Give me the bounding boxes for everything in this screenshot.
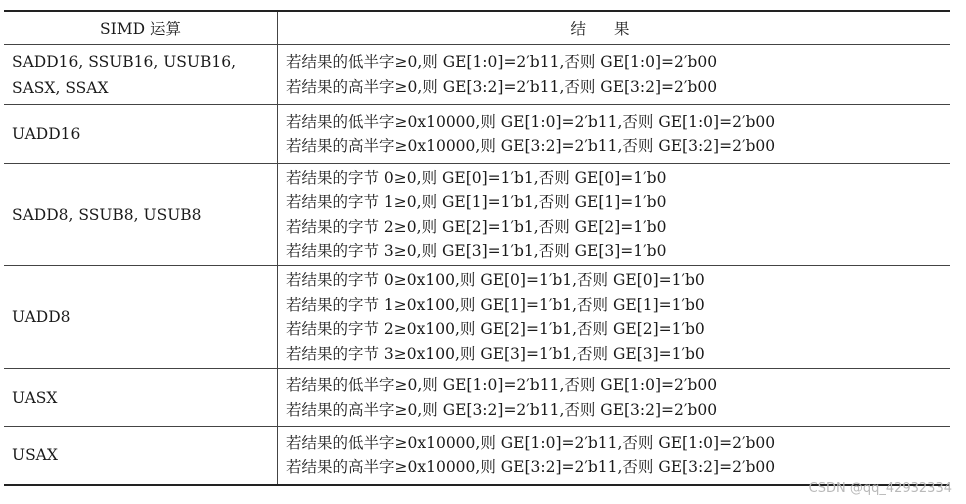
result-line: 若结果的字节 0≥0,则 GE[0]=1′b1,否则 GE[0]=1′b0 [286,168,667,187]
result-line: 若结果的字节 3≥0x100,则 GE[3]=1′b1,否则 GE[3]=1′b0 [286,344,705,363]
table-row [4,266,950,369]
result-cell [278,45,951,105]
column-header-operation: SIMD 运算 [4,11,278,45]
result-cell [278,427,951,485]
table-row [4,45,950,105]
operation-cell [4,45,278,105]
operation-cell [4,369,278,427]
table-header-row [4,11,950,45]
result-line: 若结果的字节 0≥0x100,则 GE[0]=1′b1,否则 GE[0]=1′b0 [286,271,705,289]
operation-text: SADD16, SSUB16, USUB16, SASX, SSAX [12,52,237,97]
result-cell [278,266,951,369]
table-body [4,45,950,485]
result-line: 若结果的低半字≥0,则 GE[1:0]=2′b11,否则 GE[1:0]=2′b00 [286,53,718,71]
table-row [4,164,950,266]
result-line: 若结果的低半字≥0x10000,则 GE[1:0]=2′b11,否则 GE[1:0]=2′b00 [286,112,776,131]
result-line: 若结果的高半字≥0x10000,则 GE[3:2]=2′b11,否则 GE[3:2]=2′b00 [286,137,776,155]
result-cell [278,164,951,266]
table-row [4,369,950,427]
operation-cell [4,427,278,485]
table-row [4,427,950,485]
result-line: 若结果的高半字≥0,则 GE[3:2]=2′b11,否则 GE[3:2]=2′b00 [286,77,718,96]
result-line: 若结果的低半字≥0,则 GE[1:0]=2′b11,否则 GE[1:0]=2′b00 [286,376,718,394]
result-cell [278,105,951,164]
operation-text: UASX [12,388,58,407]
watermark-text: CSDN @qq_42932334 [808,481,952,496]
result-line: 若结果的高半字≥0x10000,则 GE[3:2]=2′b11,否则 GE[3:2]=2′b00 [286,458,776,477]
result-cell [278,369,951,427]
result-line: 若结果的低半字≥0x10000,则 GE[1:0]=2′b11,否则 GE[1:0]=2′b00 [286,433,776,452]
result-line: 若结果的高半字≥0,则 GE[3:2]=2′b11,否则 GE[3:2]=2′b00 [286,400,718,419]
operation-text: UADD16 [12,125,81,143]
table-row [4,105,950,164]
column-header-result: 结果 [278,11,951,45]
operation-text: UADD8 [12,308,71,326]
operation-text: SADD8, SSUB8, USUB8 [12,205,202,224]
result-line: 若结果的字节 3≥0,则 GE[3]=1′b1,否则 GE[3]=1′b0 [286,242,667,260]
operation-cell [4,105,278,164]
result-line: 若结果的字节 1≥0x100,则 GE[1]=1′b1,否则 GE[1]=1′b0 [286,295,705,314]
operation-cell [4,164,278,266]
result-line: 若结果的字节 2≥0x100,则 GE[2]=1′b1,否则 GE[2]=1′b0 [286,320,705,338]
operation-cell [4,266,278,369]
simd-ge-table [4,10,950,486]
result-line: 若结果的字节 1≥0,则 GE[1]=1′b1,否则 GE[1]=1′b0 [286,193,667,211]
operation-text: USAX [12,446,58,465]
result-line: 若结果的字节 2≥0,则 GE[2]=1′b1,否则 GE[2]=1′b0 [286,217,667,236]
